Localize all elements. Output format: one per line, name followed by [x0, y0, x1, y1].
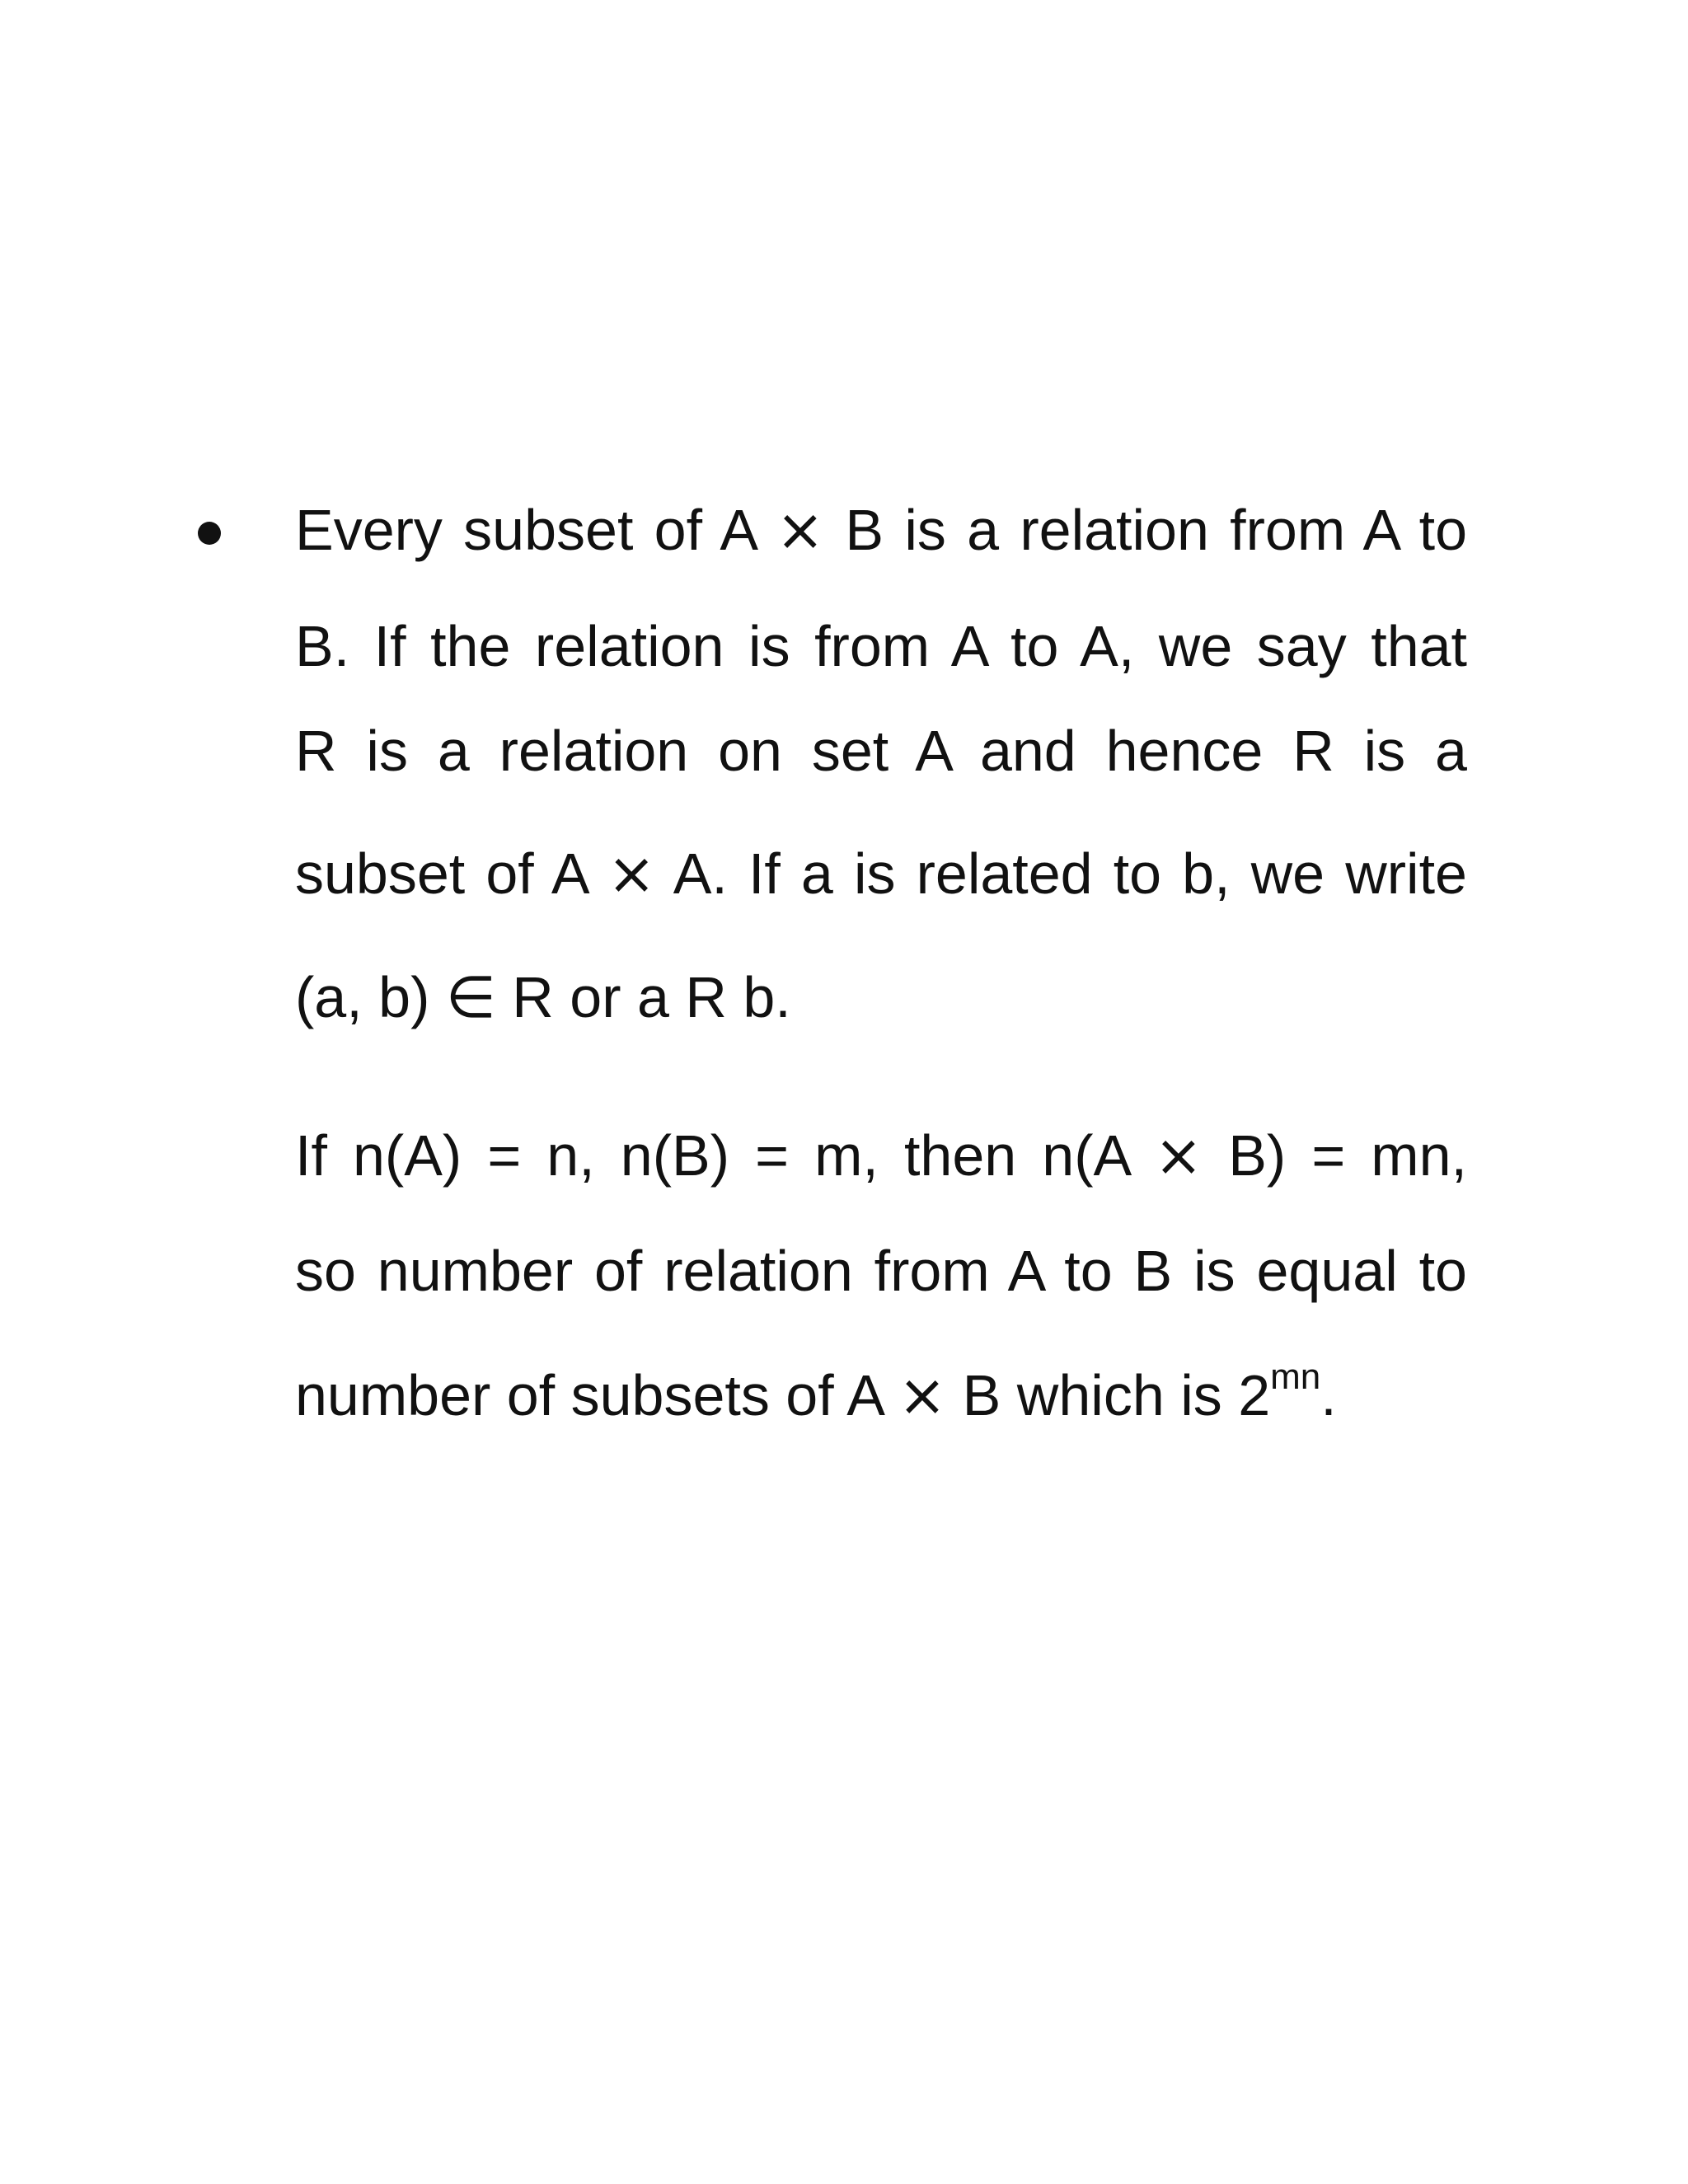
times-symbol: ×: [607, 840, 656, 907]
paragraph-2-line-1: If n(A) = n, n(B) = m, then n(A × B) = mn,: [295, 1122, 1467, 1189]
times-symbol: ×: [776, 496, 825, 564]
exponent: mn: [1270, 1356, 1321, 1397]
paragraph-2-line-2: so number of relation from A to B is equal to: [295, 1239, 1467, 1303]
paragraph-1-line-5: (a, b) ∈ R or a R b.: [295, 963, 791, 1031]
paragraph-1-line-4: subset of A × A. If a is related to b, we write: [295, 840, 1467, 907]
bullet-point: [198, 522, 221, 545]
element-of-symbol: ∈: [445, 963, 496, 1031]
paragraph-1-line-2: B. If the relation is from A to A, we say that: [295, 614, 1467, 678]
paragraph-1-line-1: Every subset of A × B is a relation from A to: [295, 496, 1467, 564]
times-symbol: ×: [898, 1361, 947, 1429]
paragraph-1-line-3: R is a relation on set A and hence R is a: [295, 719, 1467, 783]
times-symbol: ×: [1154, 1122, 1203, 1189]
paragraph-2-line-3: number of subsets of A × B which is $2^{mn}$.: [295, 1356, 1337, 1429]
